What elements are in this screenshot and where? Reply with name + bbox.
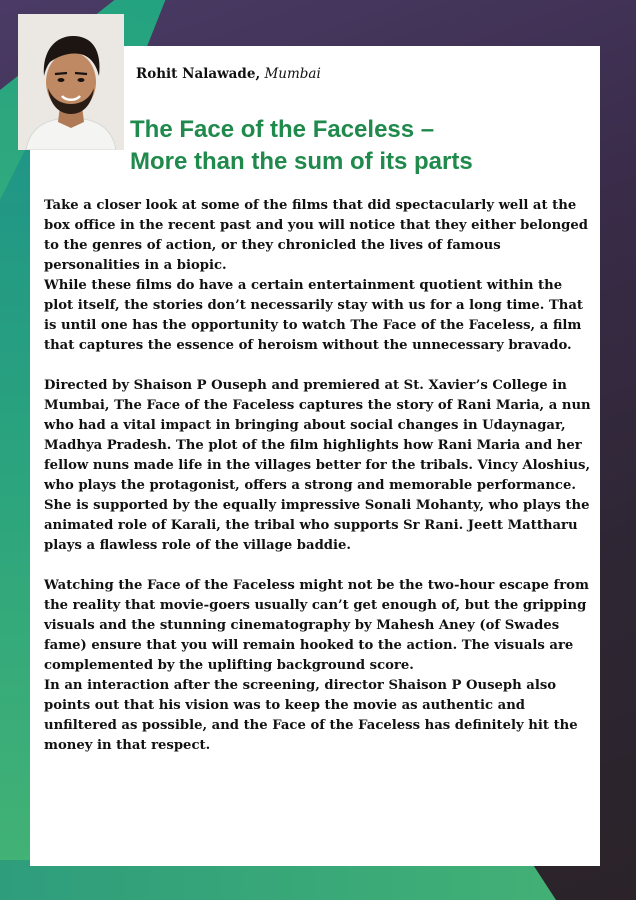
paragraph-1: Take a closer look at some of the films that did spectacularly well at the box office in the recent past and you will notice that they either belonged to the genres of action, or they chronicled the lives of famous personalities in a biopic. [44,198,588,273]
author-name: Rohit Nalawade, [136,66,261,82]
author-photo [18,14,124,150]
article-title-line-1: The Face of the Faceless – [130,116,435,143]
author-byline [136,66,321,82]
paragraph-4: Watching the Face of the Faceless might not be the two-hour escape from the reality that movie-goers usually can’t get enough of, but the gripping visuals and the stunning cinematography by Mahesh Aney (of Swades fame) ensure that you will remain hooked to the action. The visuals are complemented by the uplifting background score. [44,578,589,673]
paragraph-2: While these films do have a certain entertainment quotient within the plot itself, the stories don’t necessarily stay with us for a long time. That is until one has the opportunity to watch The Face of the Faceless, a film that captures the essence of heroism without the unnecessary bravado. [44,278,583,353]
article-title [130,114,600,178]
avatar [18,14,124,150]
paragraph-5: In an interaction after the screening, director Shaison P Ouseph also points out that his vision was to keep the movie as authentic and unfiltered as possible, and the Face of the Faceless has definitely hit the money in that respect. [44,678,578,753]
author-city: Mumbai [264,66,321,82]
article-title-line-2: More than the sum of its parts [130,148,473,175]
article-body [44,196,592,756]
paragraph-3: Directed by Shaison P Ouseph and premiered at St. Xavier’s College in Mumbai, The Face of the Faceless captures the story of Rani Maria, a nun who had a vital impact in bringing about social changes in Udaynagar, Madhya Pradesh. The plot of the film highlights how Rani Maria and her fellow nuns made life in the villages better for the tribals. Vincy Aloshius, who plays the protagonist, offers a strong and memorable performance. She is supported by the equally impressive Sonali Mohanty, who plays the animated role of Karali, the tribal who supports Sr Rani. Jeett Mattharu plays a flawless role of the village baddie. [44,378,591,553]
